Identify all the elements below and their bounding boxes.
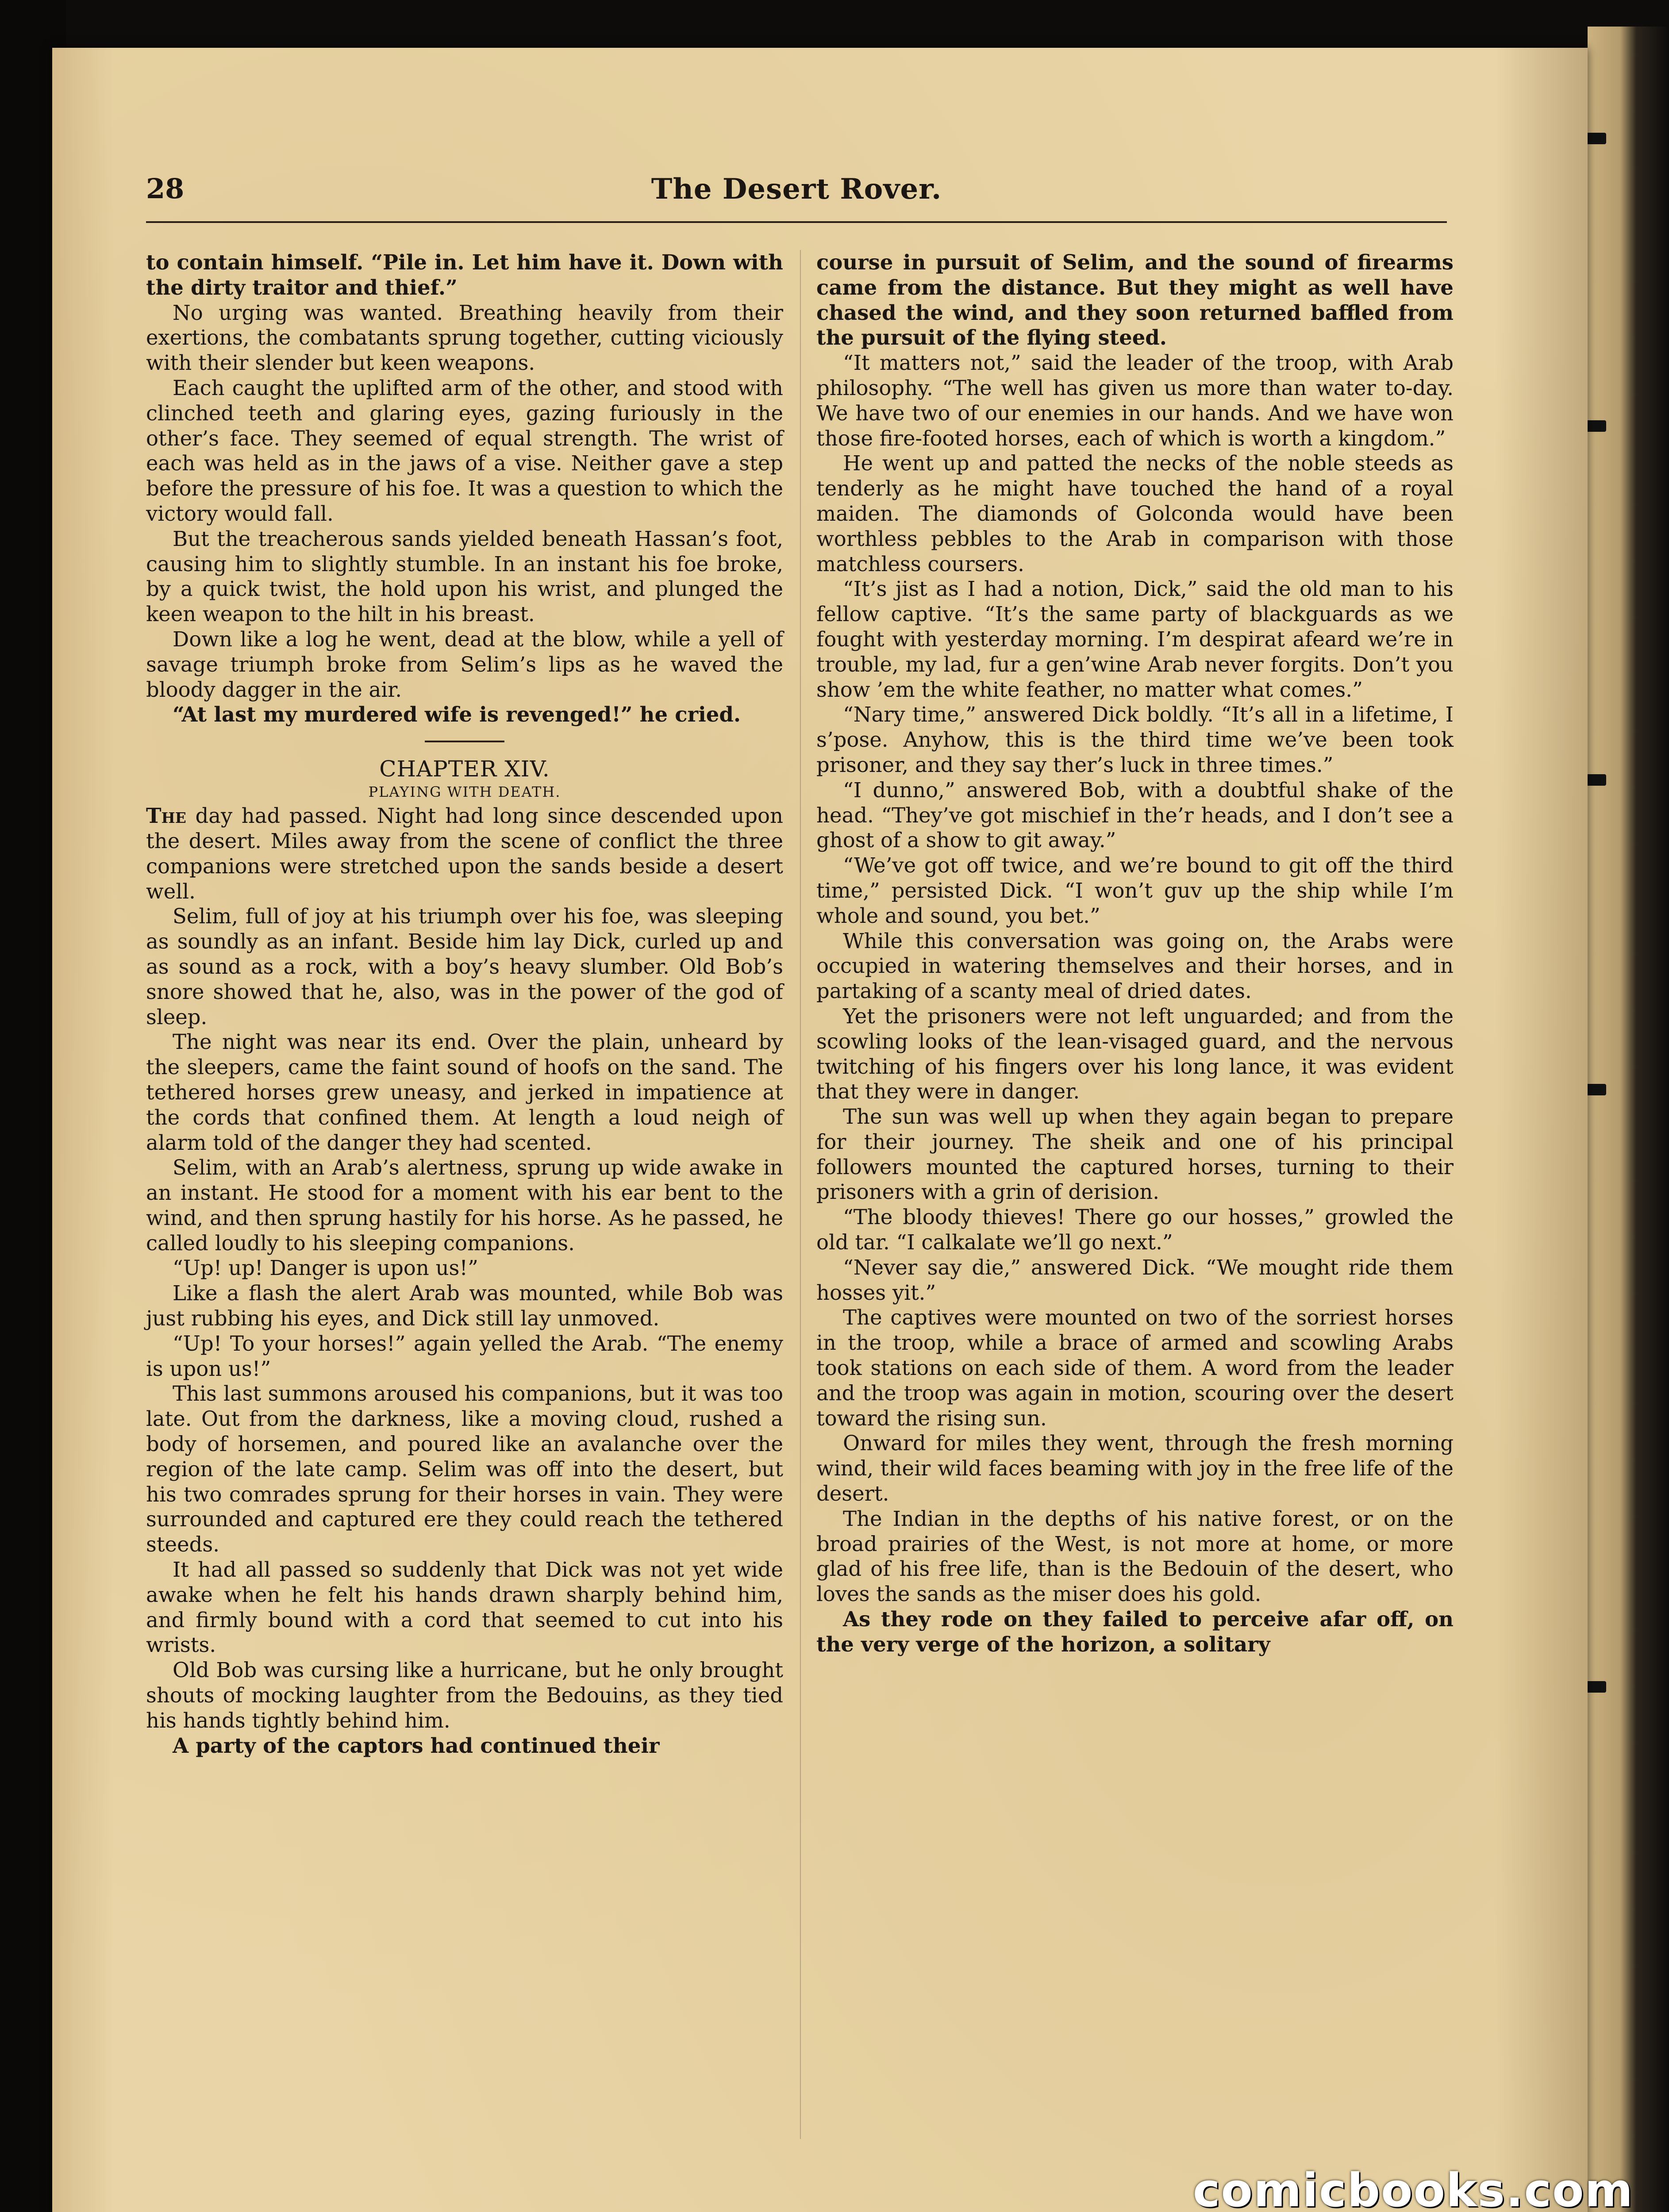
paragraph: No urging was wanted. Breathing heavily from their exertions, the combatants sprung together, cutting viciously with their slender but keen weapons. <box>146 300 783 375</box>
paragraph: He went up and patted the necks of the noble steeds as tenderly as he might have touched the hand of a royal maiden. The diamonds of Golconda would have been worthless pebbles to the Arab in comparison with those matchless coursers. <box>816 451 1454 576</box>
paragraph: Onward for miles they went, through the fresh morning wind, their wild faces beaming with joy in the free life of the desert. <box>816 1431 1454 1506</box>
column-divider <box>800 250 801 2139</box>
paragraph: course in pursuit of Selim, and the sound of firearms came from the distance. But they might as well have chased the wind, and they soon returned baffled from the pursuit of the flying steed. <box>816 250 1454 350</box>
chapter-lead-word: The <box>146 803 186 828</box>
paragraph: The night was near its end. Over the plain, unheard by the sleepers, came the faint sound of hoofs on the sand. The tethered horses grew uneasy, and jerked in impatience at the cords that confined them. At length a loud neigh of alarm told of the danger they had scented. <box>146 1030 783 1155</box>
header-rule <box>146 221 1447 223</box>
book-spine <box>1588 27 1669 2212</box>
paragraph: A party of the captors had continued their <box>173 1733 660 1758</box>
paragraph: “Up! To your horses!” again yelled the Arab. “The enemy is upon us!” <box>146 1331 783 1381</box>
paragraph: As they rode on they failed to perceive afar off, on the very verge of the horizon, a solitary <box>816 1607 1454 1656</box>
paragraph-text: day had passed. Night had long since descended upon the desert. Miles away from the scene of conflict the three companions were stretched upon the sands beside a desert well. <box>146 804 783 903</box>
paragraph: “Nary time,” answered Dick boldly. “It’s all in a lifetime, I s’pose. Anyhow, this is the third time we’ve been took prisoner, and they say ther’s luck in three times.” <box>816 703 1454 777</box>
page-header <box>146 173 1447 212</box>
paragraph: to contain himself. “Pile in. Let him have it. Down with the dirty traitor and thief.” <box>146 250 783 300</box>
paragraph: “Never say die,” answered Dick. “We mought ride them hosses yit.” <box>816 1255 1454 1305</box>
paragraph: This last summons aroused his companions, but it was too late. Out from the darkness, like a moving cloud, rushed a body of horsemen, and poured like an avalanche over the region of the late camp. Selim was off into the desert, but his two comrades sprung for their horses in vain. They were surrounded and captured ere they could reach the tethered steeds. <box>146 1382 783 1557</box>
paragraph: The captives were mounted on two of the sorriest horses in the troop, while a brace of armed and scowling Arabs took stations on each side of them. A word from the leader and the troop was again in motion, scouring over the desert toward the rising sun. <box>816 1306 1454 1430</box>
paragraph: It had all passed so suddenly that Dick was not yet wide awake when he felt his hands drawn sharply behind him, and firmly bound with a cord that seemed to cut into his wrists. <box>146 1558 783 1657</box>
paragraph: Selim, full of joy at his triumph over his foe, was sleeping as soundly as an infant. Beside him lay Dick, curled up and as sound as a rock, with a boy’s heavy slumber. Old Bob’s snore showed that he, also, was in the power of the god of sleep. <box>146 904 783 1029</box>
paragraph: But the treacherous sands yielded beneath Hassan’s foot, causing him to slightly stumble. In an instant his foe broke, by a quick twist, the hold upon his wrist, and plunged the keen weapon to the hilt in his breast. <box>146 526 783 626</box>
chapter-subtitle: PLAYING WITH DEATH. <box>368 783 561 801</box>
paragraph: Yet the prisoners were not left unguarded; and from the scowling looks of the lean-visaged guard, and the nervous twitching of his fingers over his long lance, it was evident that they were in danger. <box>816 1004 1454 1104</box>
paragraph: The Indian in the depths of his native forest, or on the broad prairies of the West, is not more at home, or more glad of his free life, than is the Bedouin of the desert, who loves the sands as the miser does his gold. <box>816 1506 1454 1606</box>
paragraph: Old Bob was cursing like a hurricane, but he only brought shouts of mocking laughter from the Bedouins, as they tied his hands tightly behind him. <box>146 1658 783 1732</box>
paragraph: “The bloody thieves! There go our hosses,” growled the old tar. “I calkalate we’ll go next.” <box>816 1205 1454 1255</box>
left-column <box>146 250 783 1758</box>
running-title: The Desert Rover. <box>651 173 942 206</box>
paragraph: “It matters not,” said the leader of the troop, with Arab philosophy. “The well has given us more than water to-day. We have two of our enemies in our hands. And we have won those fire-footed horses, each of which is worth a kingdom.” <box>816 351 1454 450</box>
paragraph: The sun was well up when they again began to prepare for their journey. The sheik and one of his principal followers mounted the captured horses, turning to their prisoners with a grin of derision. <box>816 1105 1454 1204</box>
page-number: 28 <box>146 173 185 205</box>
section-rule <box>425 741 504 742</box>
paragraph: “I dunno,” answered Bob, with a doubtful shake of the head. “They’ve got mischief in the’r heads, and I don’t see a ghost of a show to git away.” <box>816 778 1454 853</box>
site-watermark: comicbooks.com <box>1192 2163 1634 2212</box>
paragraph: “It’s jist as I had a notion, Dick,” said the old man to his fellow captive. “It’s the same party of blackguards as we fought with yesterday morning. I’m despirat afeard we’re in trouble, my lad, fur a gen’wine Arab never forgits. Don’t you show ’em the white feather, no matter what comes.” <box>816 577 1454 702</box>
paragraph <box>146 803 783 904</box>
right-column <box>816 250 1454 1657</box>
paragraph: Each caught the uplifted arm of the other, and stood with clinched teeth and glaring eyes, gazing furiously in the other’s face. They seemed of equal strength. The wrist of each was held as in the jaws of a vise. Neither gave a step before the pressure of his foe. It was a question to which the victory would fall. <box>146 376 783 526</box>
paragraph: While this conversation was going on, the Arabs were occupied in watering themselves and their horses, and in partaking of a scanty meal of dried dates. <box>816 929 1454 1003</box>
paragraph: “We’ve got off twice, and we’re bound to git off the third time,” persisted Dick. “I won’t guv up the ship while I’m whole and sound, you bet.” <box>816 853 1454 928</box>
paragraph: Selim, with an Arab’s alertness, sprung up wide awake in an instant. He stood for a moment with his ear bent to the wind, and then sprung hastily for his horse. As he passed, he called loudly to his sleeping companions. <box>146 1156 783 1255</box>
paragraph: Down like a log he went, dead at the blow, while a yell of savage triumph broke from Selim’s lips as he waved the bloody dagger in the air. <box>146 627 783 702</box>
paragraph: “Up! up! Danger is upon us!” <box>173 1256 478 1280</box>
paragraph: “At last my murdered wife is revenged!” he cried. <box>173 702 741 727</box>
chapter-title: CHAPTER XIV. <box>379 756 550 782</box>
paragraph: Like a flash the alert Arab was mounted, while Bob was just rubbing his eyes, and Dick still lay unmoved. <box>146 1281 783 1331</box>
